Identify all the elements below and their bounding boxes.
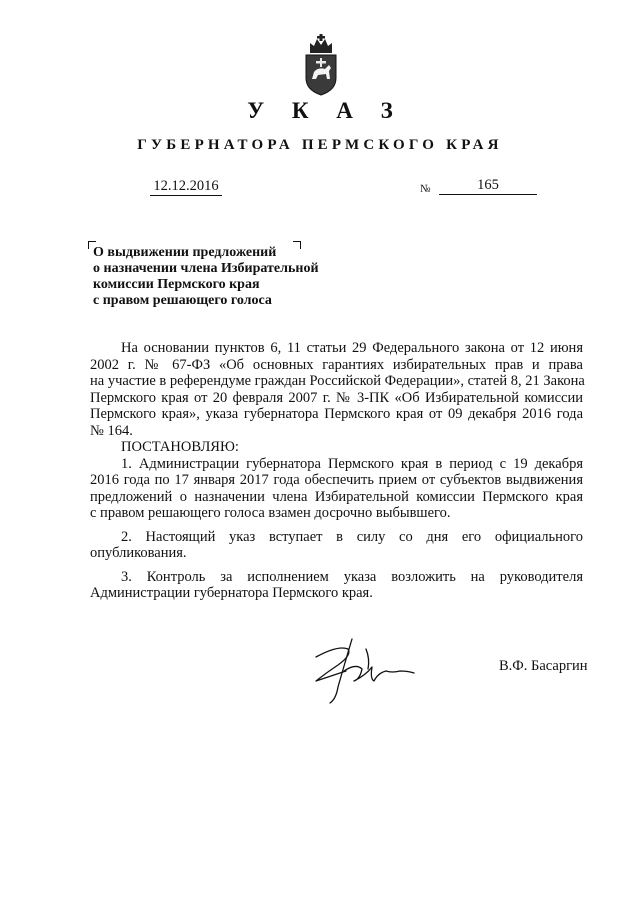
subject-heading — [93, 245, 343, 309]
preamble-line: Пермского края», указа губернатора Пермского края от 09 декабря 2016 года — [90, 406, 583, 422]
item1-line: с правом решающего голоса взамен досрочно выбывшего. — [90, 505, 451, 521]
issuer-title: ГУБЕРНАТОРА ПЕРМСКОГО КРАЯ — [137, 137, 503, 153]
preamble-line: На основании пунктов 6, 11 статьи 29 Федерального закона от 12 июня — [121, 340, 583, 356]
item2-line: опубликования. — [90, 545, 187, 561]
preamble-line: на участие в референдуме граждан Российской Федерации», статей 8, 21 Закона — [90, 373, 585, 389]
subject-line: комиссии Пермского края — [93, 277, 260, 292]
decree-word: ПОСТАНОВЛЯЮ: — [121, 439, 239, 455]
item2-line: 2. Настоящий указ вступает в силу со дня его официального — [121, 528, 583, 545]
preamble-line: 2002 г. № 67-ФЗ «Об основных гарантиях избирательных прав и права — [90, 356, 583, 373]
coat-of-arms-icon — [303, 34, 339, 96]
item3-line: Администрации губернатора Пермского края. — [90, 585, 373, 601]
document-date: 12.12.2016 — [150, 178, 222, 196]
handwritten-signature — [308, 635, 418, 705]
item3-line: 3. Контроль за исполнением указа возложить на руководителя — [121, 568, 583, 585]
subject-line: с правом решающего голоса — [93, 293, 272, 308]
document-type-title: У К А З — [247, 98, 404, 123]
number-sign: № — [420, 183, 431, 195]
item1-line: предложений о назначении члена Избирательной комиссии Пермского края — [90, 488, 583, 505]
preamble-line: Пермского края от 20 февраля 2007 г. № 3-ПК «Об Избирательной комиссии — [90, 389, 583, 406]
item1-line: 2016 года по 17 января 2017 года обеспечить прием от субъектов выдвижения — [90, 472, 583, 488]
subject-line: О выдвижении предложений — [93, 245, 277, 260]
item1-line: 1. Администрации губернатора Пермского края в период с 19 декабря — [121, 455, 583, 472]
document-body — [90, 340, 583, 602]
preamble-line: № 164. — [90, 422, 133, 439]
document-number: 165 — [439, 177, 537, 195]
signer-name: В.Ф. Басаргин — [499, 658, 588, 674]
subject-line: о назначении члена Избирательной — [93, 261, 319, 276]
